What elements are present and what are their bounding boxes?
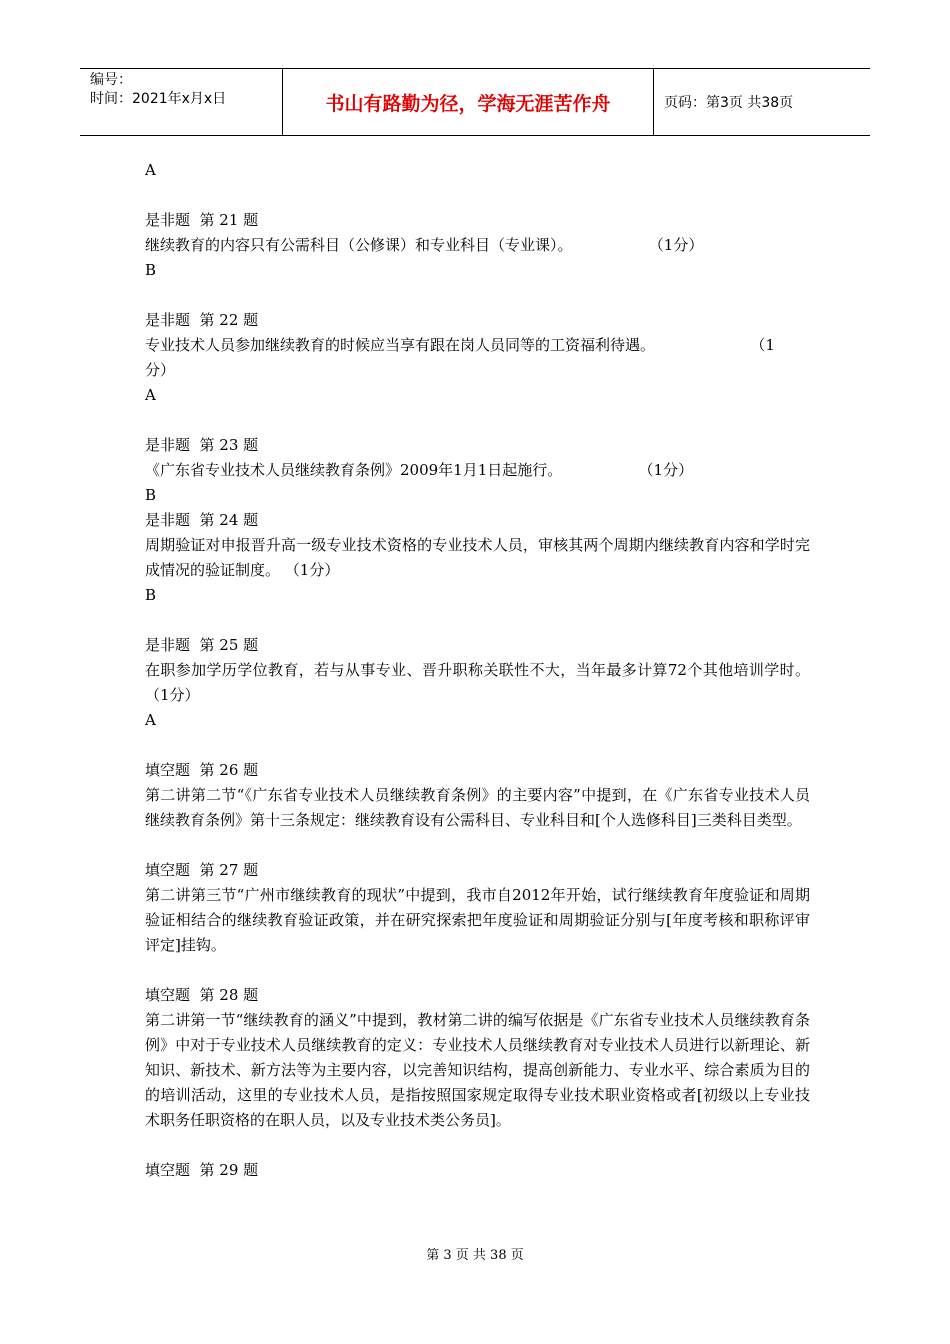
question-text: 第二讲第二节“《广东省专业技术人员继续教育条例》的主要内容”中提到，在《广东省专业技术人员继续教育条例》第十三条规定：继续教育设有公需科目、专业科目和[个人选修科目]三类科目类型。 [145,786,810,829]
answer: B [145,486,157,504]
question-title: 是非题 第 24 题 [145,511,259,529]
question-text: 在职参加学历学位教育，若与从事专业、晋升职称关联性不大，当年最多计算72个其他培训学时。 （1分） [145,661,810,704]
question-title: 是非题 第 25 题 [145,636,259,654]
answer: A [145,386,156,404]
question-text: 第二讲第三节“广州市继续教育的现状”中提到，我市自2012年开始，试行继续教育年度验证和周期验证相结合的继续教育验证政策，并在研究探索把年度验证和周期验证分别与[年度考核和职称评审评定]挂钩。 [145,886,810,954]
header-info [80,69,282,135]
question-text: 专业技术人员参加继续教育的时候应当享有跟在岗人员同等的工资福利待遇。 （1 [145,336,775,354]
question-title: 填空题 第 26 题 [145,761,259,779]
page-header [80,68,870,136]
answer: A [145,711,156,729]
answer: A [145,161,156,179]
document-body [145,158,810,1183]
answer: B [145,586,157,604]
question-text: 第二讲第一节“继续教育的涵义”中提到，教材第二讲的编写依据是《广东省专业技术人员继续教育条例》中对于专业技术人员继续教育的定义：专业技术人员继续教育对专业技术人员进行以新理论、新知识、新技术、新方法等为主要内容，以完善知识结构，提高创新能力、专业水平、综合素质为目的的培训活动，这里的专业技术人员，是指按照国家规定取得专业技术职业资格或者[初级以上专业技术职务任职资格的在职人员，以及专业技术类公务员]。 [145,1011,810,1129]
question-title: 填空题 第 29 题 [145,1161,259,1179]
header-motto: 书山有路勤为径，学海无涯苦作舟 [282,69,654,135]
question-title: 填空题 第 28 题 [145,986,259,1004]
question-text: 继续教育的内容只有公需科目（公修课）和专业科目（专业课）。 （1分） [145,236,704,254]
question-text: 《广东省专业技术人员继续教育条例》2009年1月1日起施行。 （1分） [145,461,694,479]
answer: B [145,261,157,279]
header-page-number: 页码：第3页 共38页 [664,95,794,111]
question-title: 是非题 第 22 题 [145,311,259,329]
question-title: 是非题 第 21 题 [145,211,259,229]
question-text: 周期验证对申报晋升高一级专业技术资格的专业技术人员，审核其两个周期内继续教育内容和学时完成情况的验证制度。 （1分） [145,536,810,579]
question-title: 填空题 第 27 题 [145,861,259,879]
question-text-cont: 分） [145,361,176,379]
page-footer: 第 3 页 共 38 页 [426,1248,524,1263]
number-label: 编号： [90,72,132,88]
question-title: 是非题 第 23 题 [145,436,259,454]
date-label: 时间：2021年x月x日 [90,91,227,107]
